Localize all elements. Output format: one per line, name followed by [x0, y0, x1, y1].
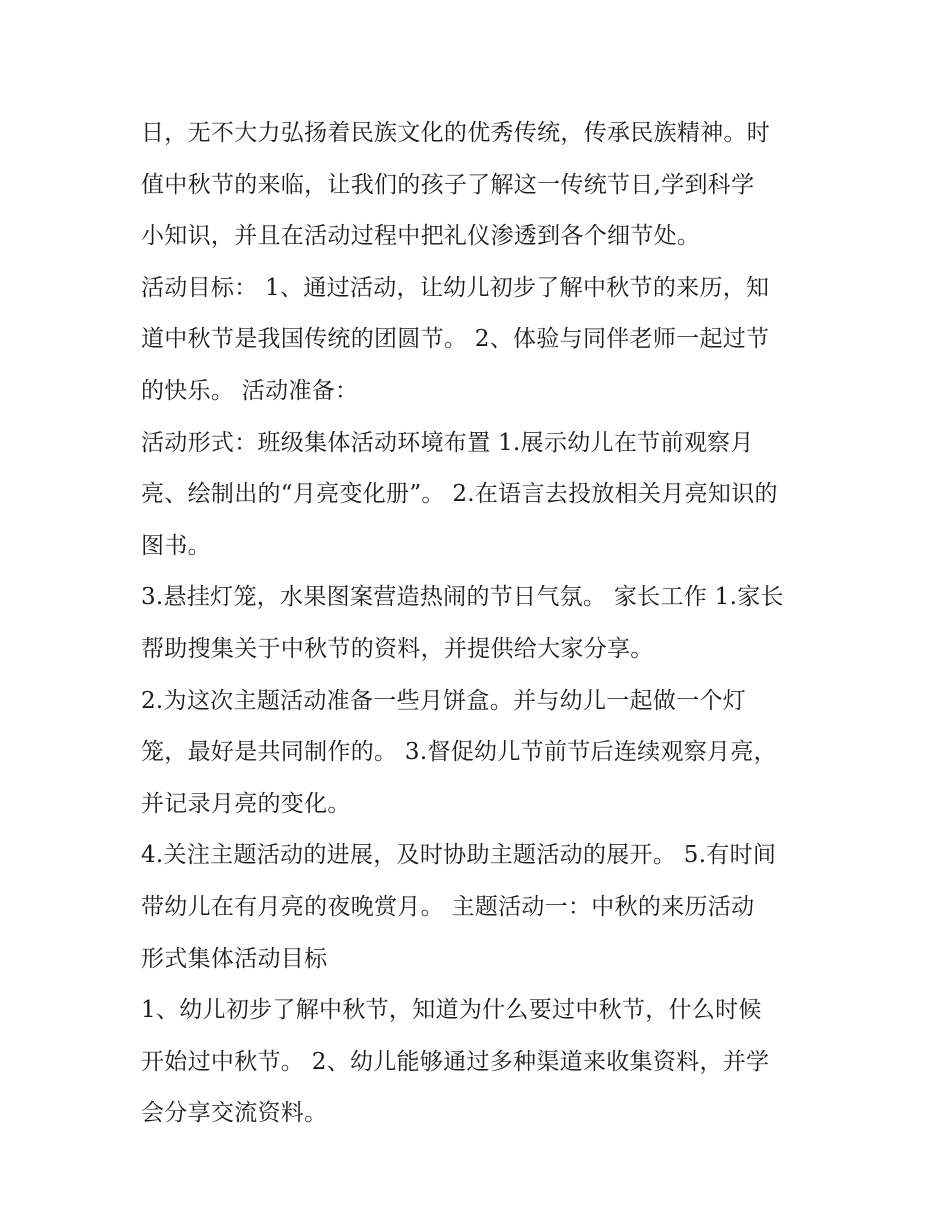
paragraph-lanterns-parents: [141, 572, 821, 675]
paragraph-activity-format: [141, 418, 821, 573]
paragraph-theme-goals: [141, 985, 821, 1140]
text-line: 会分享交流资料。: [141, 1100, 328, 1127]
text-line: 帮助搜集关于中秋节的资料，并提供给大家分享。: [141, 635, 654, 662]
paragraph-mooncake-boxes: [141, 676, 821, 831]
text-line: 并记录月亮的变化。: [141, 790, 351, 817]
text-line: 的快乐。 活动准备：: [141, 377, 359, 404]
text-line: 小知识，并且在活动过程中把礼仪渗透到各个细节处。: [141, 223, 701, 250]
paragraph-activity-goals: [141, 263, 821, 418]
text-line: 亮、绘制出的“月亮变化册”。 2.在语言去投放相关月亮知识的: [141, 481, 778, 508]
text-line: 日，无不大力弘扬着民族文化的优秀传统，传承民族精神。时: [141, 120, 771, 146]
text-line: 带幼儿在有月亮的夜晚赏月。 主题活动一：中秋的来历活动: [141, 893, 755, 920]
text-line: 笼，最好是共同制作的。 3.督促幼儿节前节后连续观察月亮，: [141, 739, 777, 766]
paragraph-intro: [141, 108, 821, 263]
text-line: 2.为这次主题活动准备一些月饼盒。并与幼儿一起做一个灯: [141, 687, 747, 714]
text-line: 形式集体活动目标: [141, 945, 328, 972]
text-line: 道中秋节是我国传统的团圆节。 2、体验与同伴老师一起过节: [141, 326, 770, 353]
text-line: 4.关注主题活动的进展，及时协助主题活动的展开。 5.有时间: [141, 842, 777, 869]
text-line: 3.悬挂灯笼，水果图案营造热闹的节日气氛。 家长工作 1.家长: [141, 584, 784, 611]
text-line: 开始过中秋节。 2、幼儿能够通过多种渠道来收集资料，并学: [141, 1048, 770, 1075]
text-line: 活动目标： 1、通过活动，让幼儿初步了解中秋节的来历，知: [141, 274, 770, 301]
text-line: 1、幼儿初步了解中秋节，知道为什么要过中秋节，什么时候: [141, 997, 762, 1024]
paragraph-theme-activity-one: [141, 830, 821, 985]
text-line: 图书。: [141, 532, 211, 559]
text-line: 活动形式：班级集体活动环境布置 1.展示幼儿在节前观察月: [141, 429, 754, 456]
document-body: [141, 108, 821, 1140]
text-line: 值中秋节的来临，让我们的孩子了解这一传统节日,学到科学: [141, 171, 755, 198]
